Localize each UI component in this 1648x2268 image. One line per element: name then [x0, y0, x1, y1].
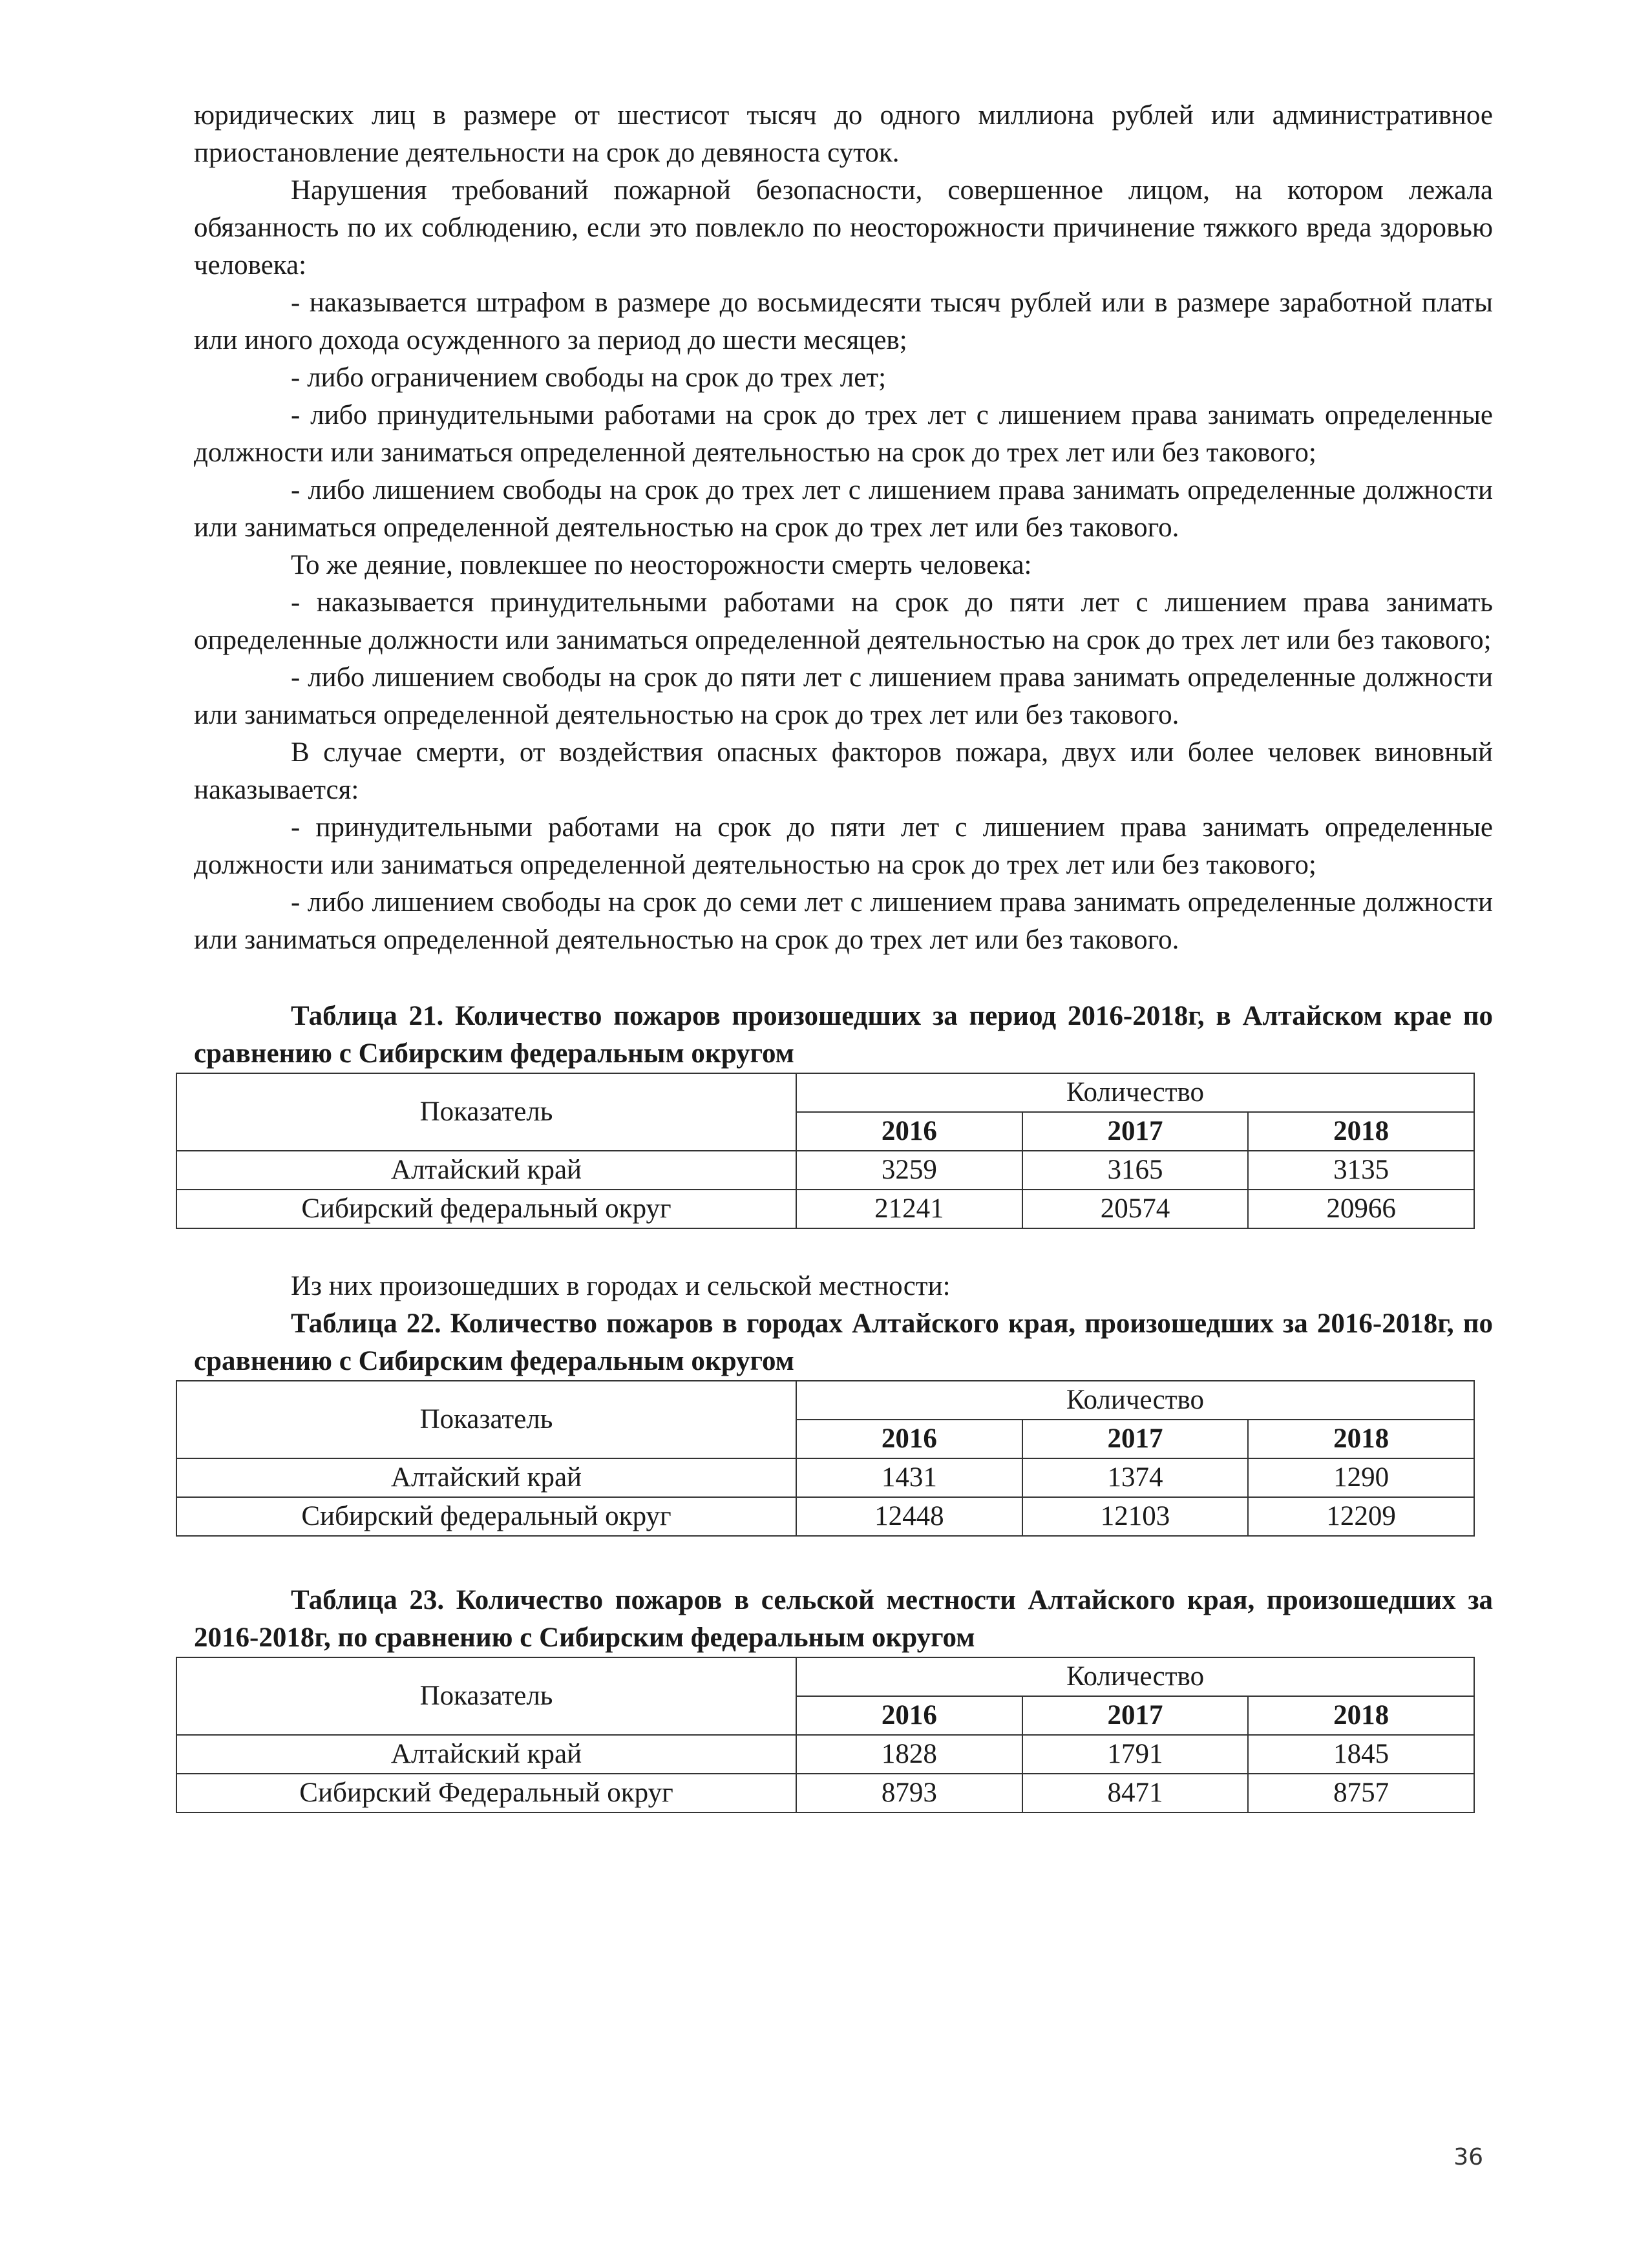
table-cell: 1374 [1022, 1458, 1249, 1497]
table-cell: 1845 [1248, 1735, 1474, 1774]
indicator-header: Показатель [176, 1073, 796, 1151]
table-cell: 1791 [1022, 1735, 1249, 1774]
table-cell: 3165 [1022, 1151, 1249, 1190]
table-cell: 21241 [796, 1190, 1022, 1228]
row-label: Сибирский Федеральный округ [176, 1774, 796, 1812]
table-21-caption: Таблица 21. Количество пожаров произошедших за период 2016-2018г, в Алтайском крае по сравнению с Сибирским федеральным округом [194, 1001, 1493, 1069]
table-row [176, 1151, 1474, 1190]
table-row [176, 1774, 1474, 1812]
table-cell: 8793 [796, 1774, 1022, 1812]
table-cell: 3135 [1248, 1151, 1474, 1190]
list-item: - либо лишением свободы на срок до пяти лет с лишением права занимать определенные должности или заниматься определенной деятельностью на срок до трех лет или без такового. [194, 662, 1493, 730]
table-cell: 1431 [796, 1458, 1022, 1497]
paragraph: юридических лиц в размере от шестисот тысяч до одного миллиона рублей или административное приостановление деятельности на срок до девяноста суток. [194, 100, 1493, 168]
year-header: 2018 [1248, 1112, 1474, 1151]
quantity-header: Количество [796, 1381, 1474, 1420]
list-item: - принудительными работами на срок до пяти лет с лишением права занимать определенные должности или заниматься определенной деятельностью на срок до трех лет или без такового; [194, 812, 1493, 880]
table-cell: 1290 [1248, 1458, 1474, 1497]
year-header: 2017 [1022, 1696, 1249, 1735]
document-page [194, 97, 1493, 1813]
table-22 [176, 1380, 1475, 1537]
year-header: 2016 [796, 1420, 1022, 1458]
list-item: - либо лишением свободы на срок до трех лет с лишением права занимать определенные должности или заниматься определенной деятельностью на срок до трех лет или без такового. [194, 475, 1493, 543]
year-header: 2017 [1022, 1420, 1249, 1458]
list-item: - наказывается принудительными работами на срок до пяти лет с лишением права занимать определенные должности или заниматься определенной деятельностью на срок до трех лет или без такового; [194, 587, 1493, 655]
table-23-caption: Таблица 23. Количество пожаров в сельской местности Алтайского края, произошедших за 2016-2018г, по сравнению с Сибирским федеральным округом [194, 1585, 1493, 1653]
list-item: - либо принудительными работами на срок до трех лет с лишением права занимать определенные должности или заниматься определенной деятельностью на срок до трех лет или без такового; [194, 400, 1493, 468]
year-header: 2016 [796, 1112, 1022, 1151]
table-row [176, 1735, 1474, 1774]
intro-text: Из них произошедших в городах и сельской местности: [291, 1271, 951, 1301]
table-cell: 20574 [1022, 1190, 1249, 1228]
table-row [176, 1190, 1474, 1228]
year-header: 2017 [1022, 1112, 1249, 1151]
row-label: Алтайский край [176, 1151, 796, 1190]
table-21 [176, 1073, 1475, 1229]
table-cell: 1828 [796, 1735, 1022, 1774]
table-cell: 12103 [1022, 1497, 1249, 1536]
table-row [176, 1458, 1474, 1497]
list-item: - либо лишением свободы на срок до семи лет с лишением права занимать определенные должности или заниматься определенной деятельностью на срок до трех лет или без такового. [194, 887, 1493, 955]
row-label: Сибирский федеральный округ [176, 1497, 796, 1536]
body-text [194, 97, 1493, 959]
row-label: Алтайский край [176, 1735, 796, 1774]
paragraph: Нарушения требований пожарной безопасности, совершенное лицом, на котором лежала обязанность по их соблюдению, если это повлекло по неосторожности причинение тяжкого вреда здоровью человека: [194, 175, 1493, 280]
quantity-header: Количество [796, 1657, 1474, 1696]
row-label: Алтайский край [176, 1458, 796, 1497]
table-22-caption: Таблица 22. Количество пожаров в городах Алтайского края, произошедших за 2016-2018г, по сравнению с Сибирским федеральным округом [194, 1308, 1493, 1376]
table-cell: 20966 [1248, 1190, 1474, 1228]
year-header: 2018 [1248, 1696, 1474, 1735]
quantity-header: Количество [796, 1073, 1474, 1112]
table-cell: 3259 [796, 1151, 1022, 1190]
table-cell: 8471 [1022, 1774, 1249, 1812]
table-cell: 8757 [1248, 1774, 1474, 1812]
table-cell: 12448 [796, 1497, 1022, 1536]
list-item: - наказывается штрафом в размере до восьмидесяти тысяч рублей или в размере заработной платы или иного дохода осужденного за период до шести месяцев; [194, 288, 1493, 355]
paragraph: В случае смерти, от воздействия опасных факторов пожара, двух или более человек виновный наказывается: [194, 737, 1493, 805]
year-header: 2018 [1248, 1420, 1474, 1458]
year-header: 2016 [796, 1696, 1022, 1735]
list-item: - либо ограничением свободы на срок до трех лет; [291, 362, 887, 393]
indicator-header: Показатель [176, 1381, 796, 1458]
table-cell: 12209 [1248, 1497, 1474, 1536]
row-label: Сибирский федеральный округ [176, 1190, 796, 1228]
paragraph: То же деяние, повлекшее по неосторожности смерть человека: [291, 550, 1032, 580]
table-row [176, 1497, 1474, 1536]
page-number: 36 [1453, 2144, 1483, 2170]
table-23 [176, 1657, 1475, 1813]
indicator-header: Показатель [176, 1657, 796, 1735]
